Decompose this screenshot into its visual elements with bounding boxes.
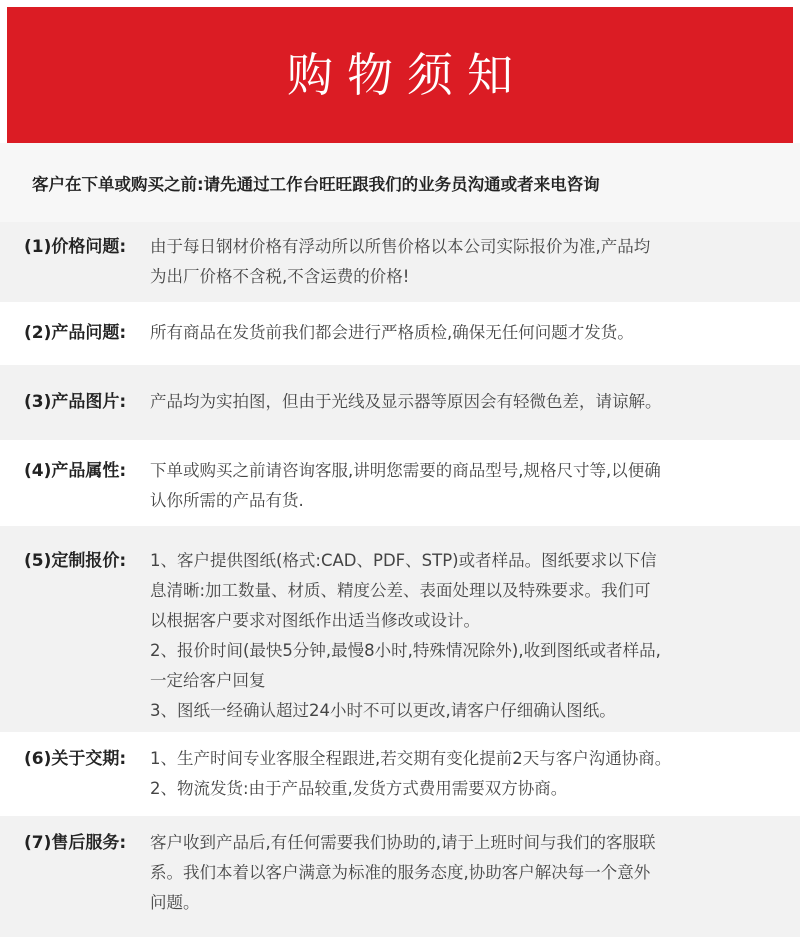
section-line: 系。我们本着以客户满意为标准的服务态度,协助客户解决每一个意外: [150, 863, 651, 882]
section-after-sales: [0, 816, 800, 937]
section-body-after-sales: [150, 828, 800, 918]
section-line: 一定给客户回复: [150, 671, 266, 690]
section-product: [0, 302, 800, 365]
section-line: 由于每日钢材价格有浮动所以所售价格以本公司实际报价为准,产品均: [150, 237, 651, 256]
section-line: 为出厂价格不含税,不含运费的价格!: [150, 267, 410, 286]
section-line: 1、客户提供图纸(格式:CAD、PDF、STP)或者样品。图纸要求以下信: [150, 551, 657, 570]
section-line: 3、图纸一经确认超过24小时不可以更改,请客户仔细确认图纸。: [150, 701, 616, 720]
section-label-price: (1)价格问题:: [24, 237, 127, 257]
intro-text: 客户在下单或购买之前:请先通过工作台旺旺跟我们的业务员沟通或者来电咨询: [32, 174, 600, 194]
section-body-attributes: [150, 456, 800, 516]
section-label-after-sales: (7)售后服务:: [24, 833, 127, 853]
section-line: 2、物流发货:由于产品较重,发货方式费用需要双方协商。: [150, 779, 568, 798]
section-line: 所有商品在发货前我们都会进行严格质检,确保无任何问题才发货。: [150, 323, 634, 342]
section-label-product: (2)产品问题:: [24, 323, 127, 343]
section-line: 认你所需的产品有货.: [150, 491, 304, 510]
section-label-images: (3)产品图片:: [24, 392, 127, 412]
section-body-product: [150, 318, 800, 348]
section-line: 下单或购买之前请咨询客服,讲明您需要的商品型号,规格尺寸等,以便确: [150, 461, 661, 480]
section-images: [0, 365, 800, 440]
section-delivery: [0, 732, 800, 816]
section-line: 客户收到产品后,有任何需要我们协助的,请于上班时间与我们的客服联: [150, 833, 656, 852]
section-label-attributes: (4)产品属性:: [24, 461, 127, 481]
section-custom-quote: [0, 526, 800, 732]
section-line: 产品均为实拍图，但由于光线及显示器等原因会有轻微色差，请谅解。: [150, 392, 662, 411]
section-body-delivery: [150, 744, 800, 804]
section-body-price: [150, 232, 800, 292]
section-line: 2、报价时间(最快5分钟,最慢8小时,特殊情况除外),收到图纸或者样品,: [150, 641, 661, 660]
section-line: 以根据客户要求对图纸作出适当修改或设计。: [150, 611, 480, 630]
section-body-images: [150, 387, 800, 417]
section-attributes: [0, 440, 800, 526]
section-line: 息清晰:加工数量、材质、精度公差、表面处理以及特殊要求。我们可: [150, 581, 651, 600]
title-banner: [7, 7, 793, 143]
section-line: 问题。: [150, 893, 200, 912]
intro-notice: [0, 143, 800, 222]
section-price: [0, 222, 800, 302]
page-title: 购物须知: [287, 48, 527, 102]
section-body-custom-quote: [150, 546, 800, 726]
section-label-custom-quote: (5)定制报价:: [24, 551, 127, 571]
section-label-delivery: (6)关于交期:: [24, 749, 127, 769]
section-line: 1、生产时间专业客服全程跟进,若交期有变化提前2天与客户沟通协商。: [150, 749, 672, 768]
